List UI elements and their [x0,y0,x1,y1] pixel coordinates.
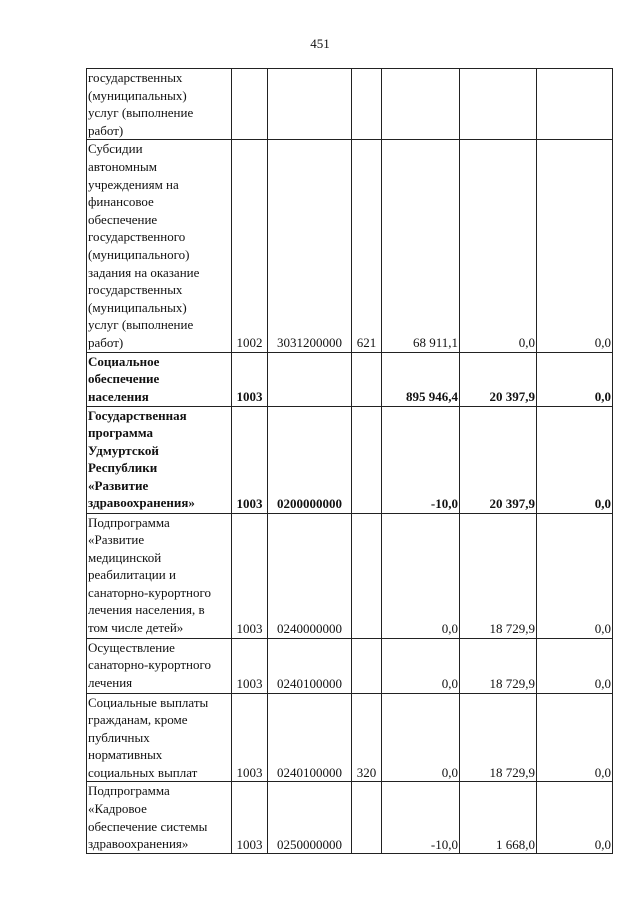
row-name: Государственная программа Удмуртской Республики «Развитие здравоохранения» [87,406,232,513]
table-row [87,513,613,638]
amount-3: 0,0 [537,352,613,406]
amount-2: 20 397,9 [460,406,537,513]
section-code: 1003 [232,513,268,638]
amount-2: 18 729,9 [460,693,537,782]
section-code: 1002 [232,140,268,352]
section-code: 1003 [232,352,268,406]
amount-2: 18 729,9 [460,638,537,693]
row-name: Социальные выплаты гражданам, кроме публичных нормативных социальных выплат [87,693,232,782]
expense-type-code: 320 [352,693,382,782]
amount-2: 20 397,9 [460,352,537,406]
row-name: государственных (муниципальных) услуг (выполнение работ) [87,69,232,140]
amount-2: 0,0 [460,140,537,352]
target-article-code: 0240100000 [268,638,352,693]
target-article-code: 0240000000 [268,513,352,638]
table-row [87,693,613,782]
amount-2 [460,69,537,140]
table-row [87,782,613,854]
amount-1: -10,0 [382,406,460,513]
table-row [87,140,613,352]
expense-type-code [352,69,382,140]
amount-3: 0,0 [537,406,613,513]
section-code: 1003 [232,638,268,693]
target-article-code [268,69,352,140]
row-name: Подпрограмма «Развитие медицинской реабилитации и санаторно-курортного лечения населения, в том числе детей» [87,513,232,638]
expense-type-code [352,782,382,854]
amount-1: -10,0 [382,782,460,854]
amount-3 [537,69,613,140]
row-name: Субсидии автономным учреждениям на финансовое обеспечение государственного (муниципального) задания на оказание государственных (муниципальных) услуг (выполнение работ) [87,140,232,352]
amount-1: 68 911,1 [382,140,460,352]
target-article-code: 0240100000 [268,693,352,782]
amount-1: 0,0 [382,693,460,782]
amount-1: 0,0 [382,513,460,638]
row-name: Подпрограмма «Кадровое обеспечение системы здравоохранения» [87,782,232,854]
amount-1 [382,69,460,140]
table-row [87,352,613,406]
amount-3: 0,0 [537,693,613,782]
target-article-code: 0200000000 [268,406,352,513]
row-name: Социальное обеспечение населения [87,352,232,406]
expense-type-code [352,352,382,406]
expense-type-code [352,513,382,638]
section-code [232,69,268,140]
table-row [87,406,613,513]
section-code: 1003 [232,782,268,854]
target-article-code: 0250000000 [268,782,352,854]
row-name: Осуществление санаторно-курортного лечения [87,638,232,693]
amount-3: 0,0 [537,638,613,693]
budget-table [86,68,613,854]
amount-2: 1 668,0 [460,782,537,854]
amount-3: 0,0 [537,782,613,854]
page-number: 451 [310,36,330,51]
table-row [87,69,613,140]
section-code: 1003 [232,406,268,513]
section-code: 1003 [232,693,268,782]
target-article-code [268,352,352,406]
table-row [87,638,613,693]
amount-1: 895 946,4 [382,352,460,406]
amount-2: 18 729,9 [460,513,537,638]
target-article-code: 3031200000 [268,140,352,352]
expense-type-code [352,638,382,693]
amount-1: 0,0 [382,638,460,693]
amount-3: 0,0 [537,140,613,352]
amount-3: 0,0 [537,513,613,638]
expense-type-code [352,406,382,513]
expense-type-code: 621 [352,140,382,352]
